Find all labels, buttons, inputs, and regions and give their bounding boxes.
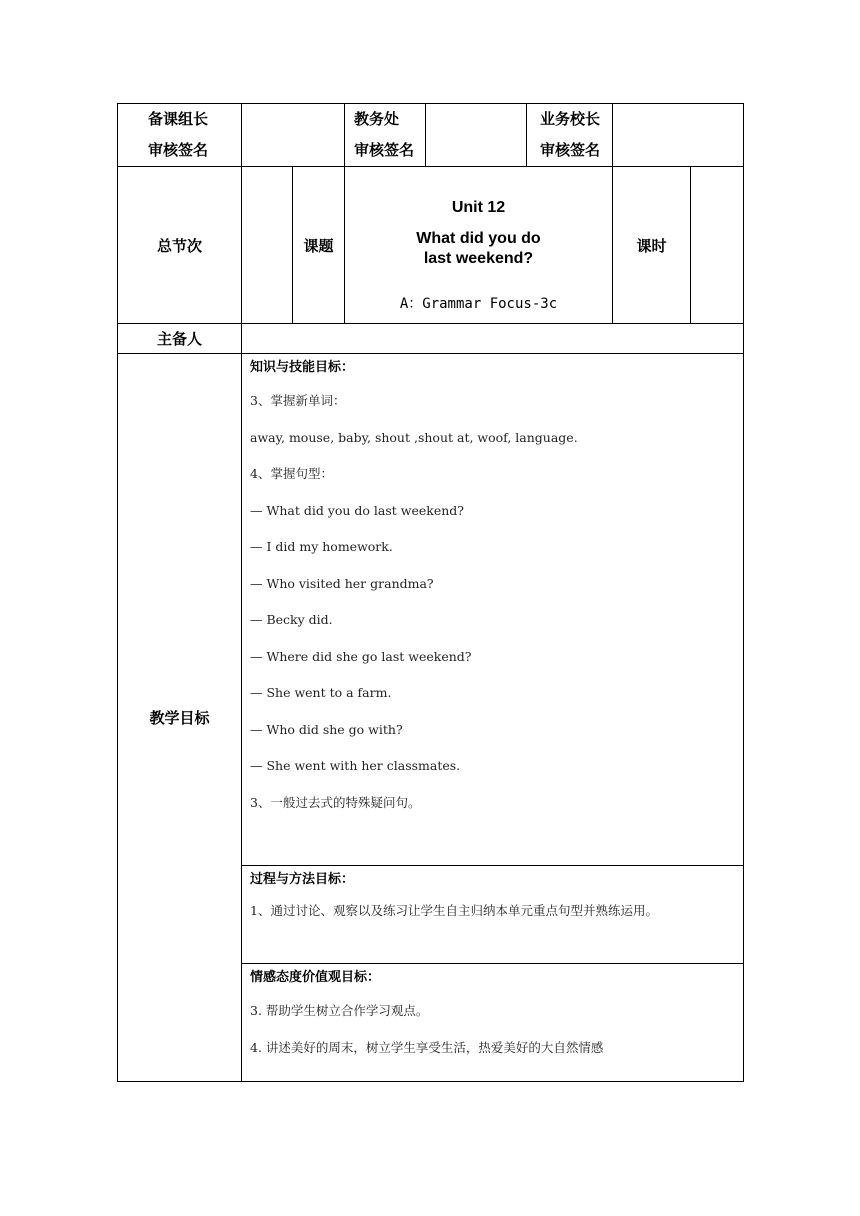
topic-label: 课题 <box>293 167 345 324</box>
lesson-plan-table <box>117 103 744 1082</box>
knowledge-line: 3、掌握新单词： <box>250 393 346 408</box>
emotion-objectives <box>242 964 744 1082</box>
total-sessions-value[interactable] <box>242 167 293 324</box>
knowledge-line: — She went to a farm. <box>250 685 392 700</box>
lesson-title <box>345 167 613 324</box>
preparer-label: 主备人 <box>118 324 242 354</box>
knowledge-line: — She went with her classmates. <box>250 758 461 773</box>
lesson-title-row <box>118 167 744 324</box>
process-objectives <box>242 866 744 964</box>
process-line: 1、通过讨论、观察以及练习让学生自主归纳本单元重点句型并熟练运用。 <box>250 903 658 918</box>
knowledge-line: 4、掌握句型： <box>250 466 333 481</box>
group-leader-label: 备课组长 审核签名 <box>118 104 242 167</box>
period-value[interactable] <box>691 167 744 324</box>
lesson-question: What did you do last weekend? <box>416 230 541 267</box>
principal-signature[interactable] <box>613 104 744 167</box>
section-title: A：Grammar Focus-3c <box>399 296 558 312</box>
knowledge-line: — Who visited her grandma? <box>250 575 434 591</box>
principal-label: 业务校长 审核签名 <box>527 104 613 167</box>
signature-row <box>118 104 744 167</box>
knowledge-heading: 知识与技能目标： <box>250 360 355 375</box>
objectives-label: 教学目标 <box>118 354 242 1082</box>
knowledge-line: — Where did she go last weekend? <box>250 648 472 664</box>
knowledge-line: — Becky did. <box>250 612 333 627</box>
emotion-line: 4. 讲述美好的周末，树立学生享受生活，热爱美好的大自然情感 <box>250 1039 604 1055</box>
academic-office-label: 教务处 审核签名 <box>345 104 426 167</box>
period-label: 课时 <box>613 167 691 324</box>
preparer-value[interactable] <box>242 324 744 354</box>
preparer-row <box>118 324 744 354</box>
knowledge-line: — Who did she go with? <box>250 721 403 737</box>
total-sessions-label: 总节次 <box>118 167 242 324</box>
process-heading: 过程与方法目标： <box>250 872 355 887</box>
knowledge-line: 3、一般过去式的特殊疑问句。 <box>250 794 421 810</box>
knowledge-line: away, mouse, baby, shout ,shout at, woof, language. <box>250 429 578 445</box>
knowledge-line: — I did my homework. <box>250 539 393 554</box>
knowledge-objectives <box>242 354 744 866</box>
academic-office-signature[interactable] <box>426 104 527 167</box>
emotion-heading: 情感态度价值观目标： <box>250 970 381 985</box>
unit-title: Unit 12 <box>451 199 506 216</box>
knowledge-row <box>118 354 744 866</box>
emotion-line: 3. 帮助学生树立合作学习观点。 <box>250 1003 429 1018</box>
knowledge-line: — What did you do last weekend? <box>250 502 464 518</box>
group-leader-signature[interactable] <box>242 104 345 167</box>
